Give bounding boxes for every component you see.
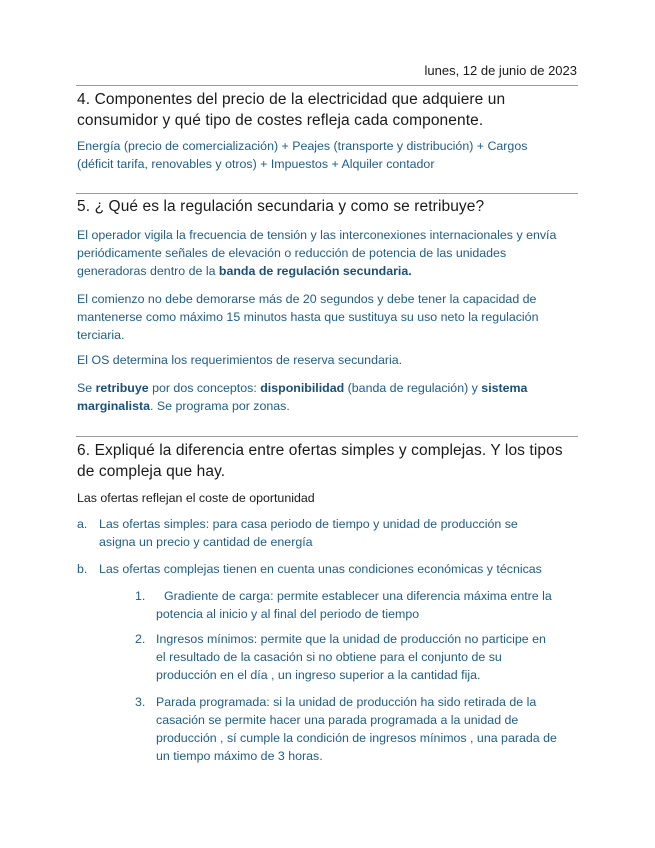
answer-line: El comienzo no debe demorarse más de 20 segundos y debe tener la capacidad de xyxy=(77,292,537,306)
answer-emphasis: banda de regulación secundaria. xyxy=(218,264,412,278)
question-text-line: Componentes del precio de la electricidad que adquiere un xyxy=(94,91,506,108)
list-item-line: un tiempo máximo de 3 horas. xyxy=(156,749,323,763)
question-text-line: consumidor y qué tipo de costes refleja cada componente. xyxy=(77,112,484,129)
divider xyxy=(76,85,578,86)
divider xyxy=(76,436,578,437)
sub-list-item-3 xyxy=(135,693,577,765)
list-item-line: potencia al inicio y al final del periodo de tiempo xyxy=(156,607,420,621)
question-5-paragraph-1 xyxy=(77,226,577,280)
question-number: 6. xyxy=(77,442,91,459)
question-6-intro: Las ofertas reflejan el coste de oportunidad xyxy=(77,491,315,505)
answer-text: por dos conceptos: xyxy=(148,381,261,395)
list-item-b xyxy=(77,560,577,578)
sub-list-item-1 xyxy=(135,587,577,623)
answer-emphasis: disponibilidad xyxy=(260,381,345,395)
answer-line: periódicamente señales de elevación o reducción de potencia de las unidades xyxy=(77,246,507,260)
question-4-answer xyxy=(77,137,577,173)
answer-text: generadoras dentro de la xyxy=(77,264,219,278)
question-text-line: de compleja que hay. xyxy=(77,463,226,480)
sub-list-item-2 xyxy=(135,630,577,684)
question-5-paragraph-4 xyxy=(77,379,577,415)
list-marker: a. xyxy=(77,517,88,531)
question-6-title xyxy=(77,440,577,482)
list-item-a xyxy=(77,515,577,551)
list-item-line: Ingresos mínimos: permite que la unidad de producción no participe en xyxy=(156,632,546,646)
question-text-line: ¿ Qué es la regulación secundaria y como se retribuye? xyxy=(94,198,485,215)
question-number: 5. xyxy=(77,198,91,215)
answer-line: El operador vigila la frecuencia de tensión y las interconexiones internacionales y envía xyxy=(77,228,557,242)
list-item-line: el resultado de la casación si no obtiene para el conjunto de su xyxy=(156,650,502,664)
answer-emphasis: marginalista xyxy=(77,399,150,413)
list-item-line: casación se permite hacer una parada programada a la unidad de xyxy=(156,713,519,727)
answer-text: (banda de regulación) y xyxy=(344,381,482,395)
answer-line: mantenerse como máximo 15 minutos hasta que sustituya su uso neto la regulación xyxy=(77,310,539,324)
answer-text: . Se programa por zonas. xyxy=(150,399,290,413)
document-date: lunes, 12 de junio de 2023 xyxy=(424,63,577,78)
list-item-line: Las ofertas simples: para casa periodo de tiempo y unidad de producción se xyxy=(99,517,518,531)
answer-emphasis: retribuye xyxy=(95,381,149,395)
question-5-paragraph-2 xyxy=(77,290,577,344)
question-5-title xyxy=(77,196,577,217)
answer-line: Energía (precio de comercialización) + Peajes (transporte y distribución) + Cargos xyxy=(77,139,528,153)
list-marker: 2. xyxy=(135,632,146,646)
divider xyxy=(76,193,578,194)
list-item-line: producción en el día , un ingreso superior a la cantidad fija. xyxy=(156,668,481,682)
answer-line: terciaria. xyxy=(77,328,125,342)
list-marker: 3. xyxy=(135,695,146,709)
answer-text: Se xyxy=(77,381,96,395)
list-item-line: Las ofertas complejas tienen en cuenta unas condiciones económicas y técnicas xyxy=(99,562,542,576)
question-text-line: Expliqué la diferencia entre ofertas simples y complejas. Y los tipos xyxy=(94,442,563,459)
answer-emphasis: sistema xyxy=(481,381,528,395)
answer-line: (déficit tarifa, renovables y otros) + Impuestos + Alquiler contador xyxy=(77,157,435,171)
list-item-line: producción , sí cumple la condición de ingresos mínimos , una parada de xyxy=(156,731,557,745)
question-number: 4. xyxy=(77,91,91,108)
list-item-line: Gradiente de carga: permite establecer una diferencia máxima entre la xyxy=(164,589,552,603)
list-marker: b. xyxy=(77,562,88,576)
question-5-paragraph-3: El OS determina los requerimientos de reserva secundaria. xyxy=(77,353,403,367)
list-item-line: Parada programada: si la unidad de producción ha sido retirada de la xyxy=(156,695,537,709)
list-marker: 1. xyxy=(135,589,146,603)
list-item-line: asigna un precio y cantidad de energía xyxy=(99,535,313,549)
question-4-title xyxy=(77,89,577,131)
